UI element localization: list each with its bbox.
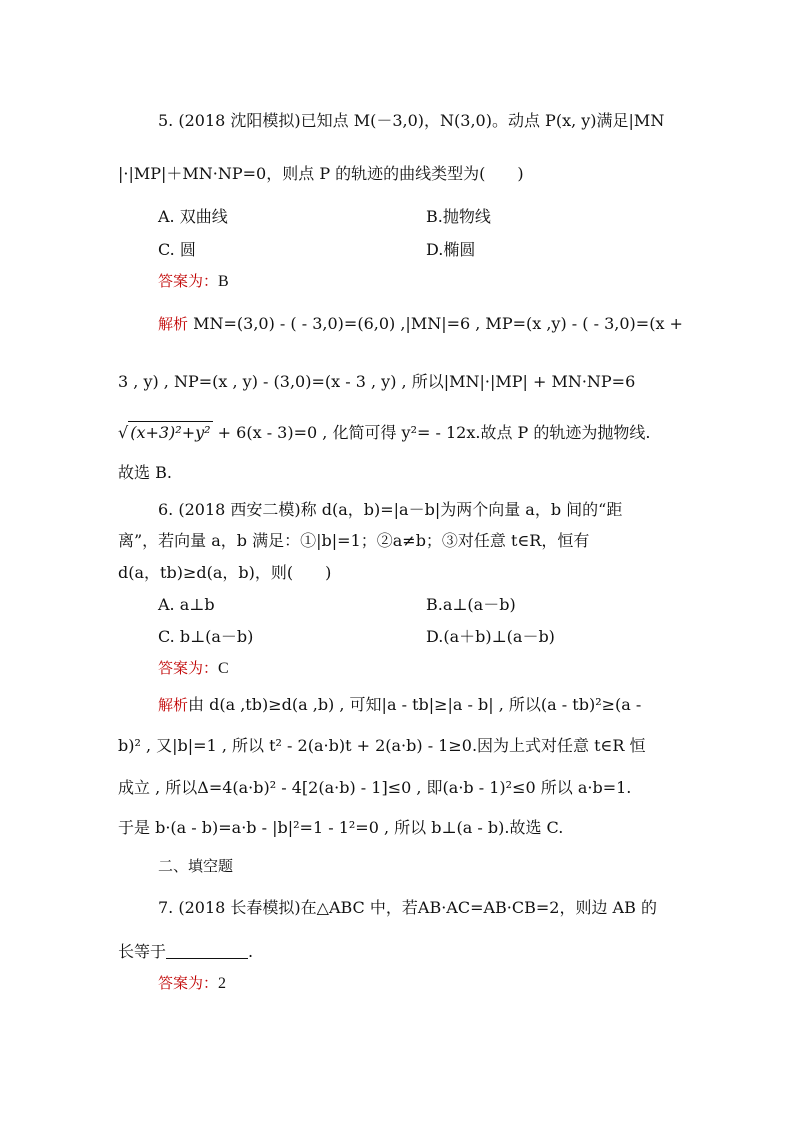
- q6-stem-line1: 6. (2018 西安二模)称 d(a，b)=|a－b|为两个向量 a，b 间的“距: [158, 500, 623, 519]
- q5-analysis-line2: 3 , y) , NP=(x , y) - (3,0)=(x - 3 , y) , 所以|MN|·|MP| + MN·NP=6: [118, 372, 636, 391]
- q6-option-d: D.(a＋b)⊥(a－b): [426, 627, 555, 646]
- answer-label: 答案为：: [158, 974, 219, 992]
- q6-stem-line3: d(a，tb)≥d(a，b)，则( ): [118, 563, 332, 582]
- q6-analysis-line3: 成立 , 所以Δ=4(a·b)² - 4[2(a·b) - 1]≤0 , 即(a·b - 1)²≤0 所以 a·b=1.: [118, 778, 632, 797]
- q5-option-a: A. 双曲线: [158, 207, 228, 226]
- answer-value: 2: [218, 975, 227, 992]
- q7-stem-line1: 7. (2018 长春模拟)在△ABC 中，若AB·AC=AB·CB=2，则边 AB 的: [158, 898, 657, 917]
- analysis-text: MN=(3,0) - ( - 3,0)=(6,0) ,|MN|=6 , MP=(x ,y) - ( - 3,0)=(x +: [193, 314, 683, 333]
- q5-stem-line1: 5. (2018 沈阳模拟)已知点 M(－3,0)，N(3,0)。动点 P(x, y)满足|MN: [158, 111, 665, 130]
- analysis-text: 由 d(a ,tb)≥d(a ,b) , 可知|a - tb|≥|a - b| , 所以(a - tb)²≥(a -: [188, 695, 642, 714]
- answer-value: C: [218, 660, 229, 677]
- q6-analysis-line2: b)² , 又|b|=1 , 所以 t² - 2(a·b)t + 2(a·b) - 1≥0.因为上式对任意 t∈R 恒: [118, 736, 646, 755]
- q5-analysis-line1: [158, 313, 683, 335]
- answer-blank: [166, 942, 248, 959]
- answer-value: B: [218, 273, 229, 290]
- q7-stem-line2: [118, 941, 253, 963]
- answer-label: 答案为：: [158, 272, 219, 290]
- analysis-label: 解析: [158, 315, 189, 333]
- q5-option-b: B.抛物线: [426, 207, 491, 226]
- q6-option-c: C. b⊥(a－b): [158, 627, 254, 646]
- q6-analysis-line4: 于是 b·(a - b)=a·b - |b|²=1 - 1²=0 , 所以 b⊥(a - b).故选 C.: [118, 818, 564, 837]
- q7-stem-end: .: [248, 942, 254, 961]
- section-title: 二、填空题: [158, 857, 234, 875]
- q5-analysis-line3: [118, 421, 650, 444]
- sqrt-expression: (x+3)²+y²: [130, 423, 211, 442]
- answer-label: 答案为：: [158, 659, 219, 677]
- q7-stem-text: 长等于: [118, 942, 167, 961]
- analysis-label: 解析: [158, 696, 189, 714]
- q5-option-d: D.椭圆: [426, 240, 476, 259]
- sqrt-radical-icon: √: [118, 423, 129, 442]
- q6-answer: [158, 657, 229, 680]
- q6-analysis-line1: [158, 694, 641, 716]
- q5-stem-line2: |·|MP|＋MN·NP=0，则点 P 的轨迹的曲线类型为( ): [118, 164, 524, 183]
- q7-answer: [158, 972, 226, 995]
- q6-stem-line2: 离”，若向量 a，b 满足：①|b|=1；②a≠b；③对任意 t∈R，恒有: [118, 531, 590, 550]
- q5-answer: [158, 270, 229, 293]
- analysis-text: + 6(x - 3)=0 , 化简可得 y²= - 12x.故点 P 的轨迹为抛物线.: [212, 423, 651, 442]
- q5-option-c: C. 圆: [158, 240, 196, 259]
- q6-option-b: B.a⊥(a－b): [426, 595, 516, 614]
- q6-option-a: A. a⊥b: [158, 595, 215, 614]
- q5-analysis-line4: 故选 B.: [118, 463, 172, 482]
